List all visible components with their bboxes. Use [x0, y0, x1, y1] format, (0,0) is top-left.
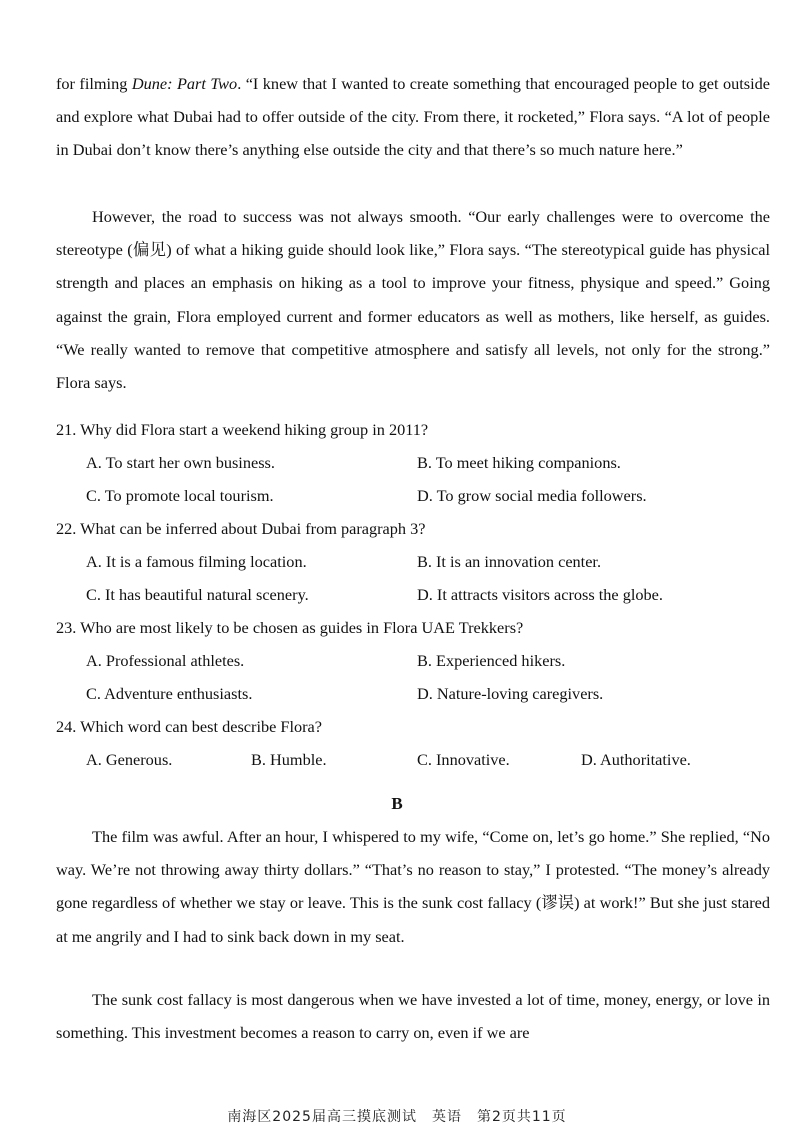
question-23-options-row-1: [86, 644, 776, 677]
question-22-options-row-1: [86, 545, 776, 578]
question-21-options-row-1: [86, 446, 776, 479]
option-21-b[interactable]: B. To meet hiking companions.: [417, 453, 621, 472]
passage-a-paragraph-1: [56, 67, 770, 167]
option-22-b[interactable]: B. It is an innovation center.: [417, 552, 602, 571]
option-22-c[interactable]: C. It has beautiful natural scenery.: [86, 585, 309, 604]
passage-a-paragraph-2: However, the road to success was not always smooth. “Our early challenges were to overcome the stereotype (偏见) of what a hiking guide should look like,” Flora says. “The stereotypical guide has physical strength and places an emphasis on hiking as a tool to improve your fitness, physique and speed.” Going against the grain, Flora employed current and former educators as well as mothers, like herself, as guides. “We really wanted to remove that competitive atmosphere and satisfy all levels, not only for the strong.” Flora says.: [56, 207, 770, 393]
option-21-a[interactable]: A. To start her own business.: [86, 453, 275, 472]
film-title: Dune: Part Two: [131, 74, 238, 93]
page-footer: 南海区2025届高三摸底测试 英语 第2页共11页: [227, 1109, 567, 1125]
option-24-a[interactable]: A. Generous.: [86, 750, 173, 769]
option-21-c[interactable]: C. To promote local tourism.: [86, 486, 274, 505]
option-23-b[interactable]: B. Experienced hikers.: [417, 651, 566, 670]
option-23-a[interactable]: A. Professional athletes.: [86, 651, 245, 670]
question-23-stem: 23. Who are most likely to be chosen as guides in Flora UAE Trekkers?: [56, 618, 524, 637]
option-23-d[interactable]: D. Nature-loving caregivers.: [417, 684, 604, 703]
question-22-stem: 22. What can be inferred about Dubai from paragraph 3?: [56, 519, 426, 538]
p1-rest: . “I knew that I wanted to create something that encouraged people to get outside and explore what Dubai had to offer outside of the city. From there, it rocketed,” Flora says. “A lot of people in Dubai don’t know there’s anything else outside the city and that there’s so much nature here.”: [56, 74, 770, 160]
option-24-b[interactable]: B. Humble.: [251, 750, 327, 769]
question-22-options-row-2: [86, 578, 776, 611]
question-23-options-row-2: [86, 677, 776, 710]
question-21-stem: 21. Why did Flora start a weekend hiking group in 2011?: [56, 420, 429, 439]
option-21-d[interactable]: D. To grow social media followers.: [417, 486, 647, 505]
option-22-a[interactable]: A. It is a famous filming location.: [86, 552, 307, 571]
question-24-stem: 24. Which word can best describe Flora?: [56, 717, 322, 736]
question-24-options-row: [86, 743, 776, 776]
option-24-d[interactable]: D. Authoritative.: [581, 750, 691, 769]
question-21-options-row-2: [86, 479, 776, 512]
option-23-c[interactable]: C. Adventure enthusiasts.: [86, 684, 253, 703]
passage-b-paragraph-1: The film was awful. After an hour, I whispered to my wife, “Come on, let’s go home.” She replied, “No way. We’re not throwing away thirty dollars.” “That’s no reason to stay,” I protested. “The money’s already gone regardless of whether we stay or leave. This is the sunk cost fallacy (谬误) at work!” But she just stared at me angrily and I had to sink back down in my seat.: [56, 827, 770, 946]
passage-b-paragraph-2: The sunk cost fallacy is most dangerous when we have invested a lot of time, money, energy, or love in something. This investment becomes a reason to carry on, even if we are: [56, 990, 770, 1043]
option-22-d[interactable]: D. It attracts visitors across the globe.: [417, 585, 663, 604]
option-24-c[interactable]: C. Innovative.: [417, 750, 510, 769]
section-b-heading: B: [391, 794, 403, 813]
p1-prefix: for filming: [56, 74, 132, 93]
